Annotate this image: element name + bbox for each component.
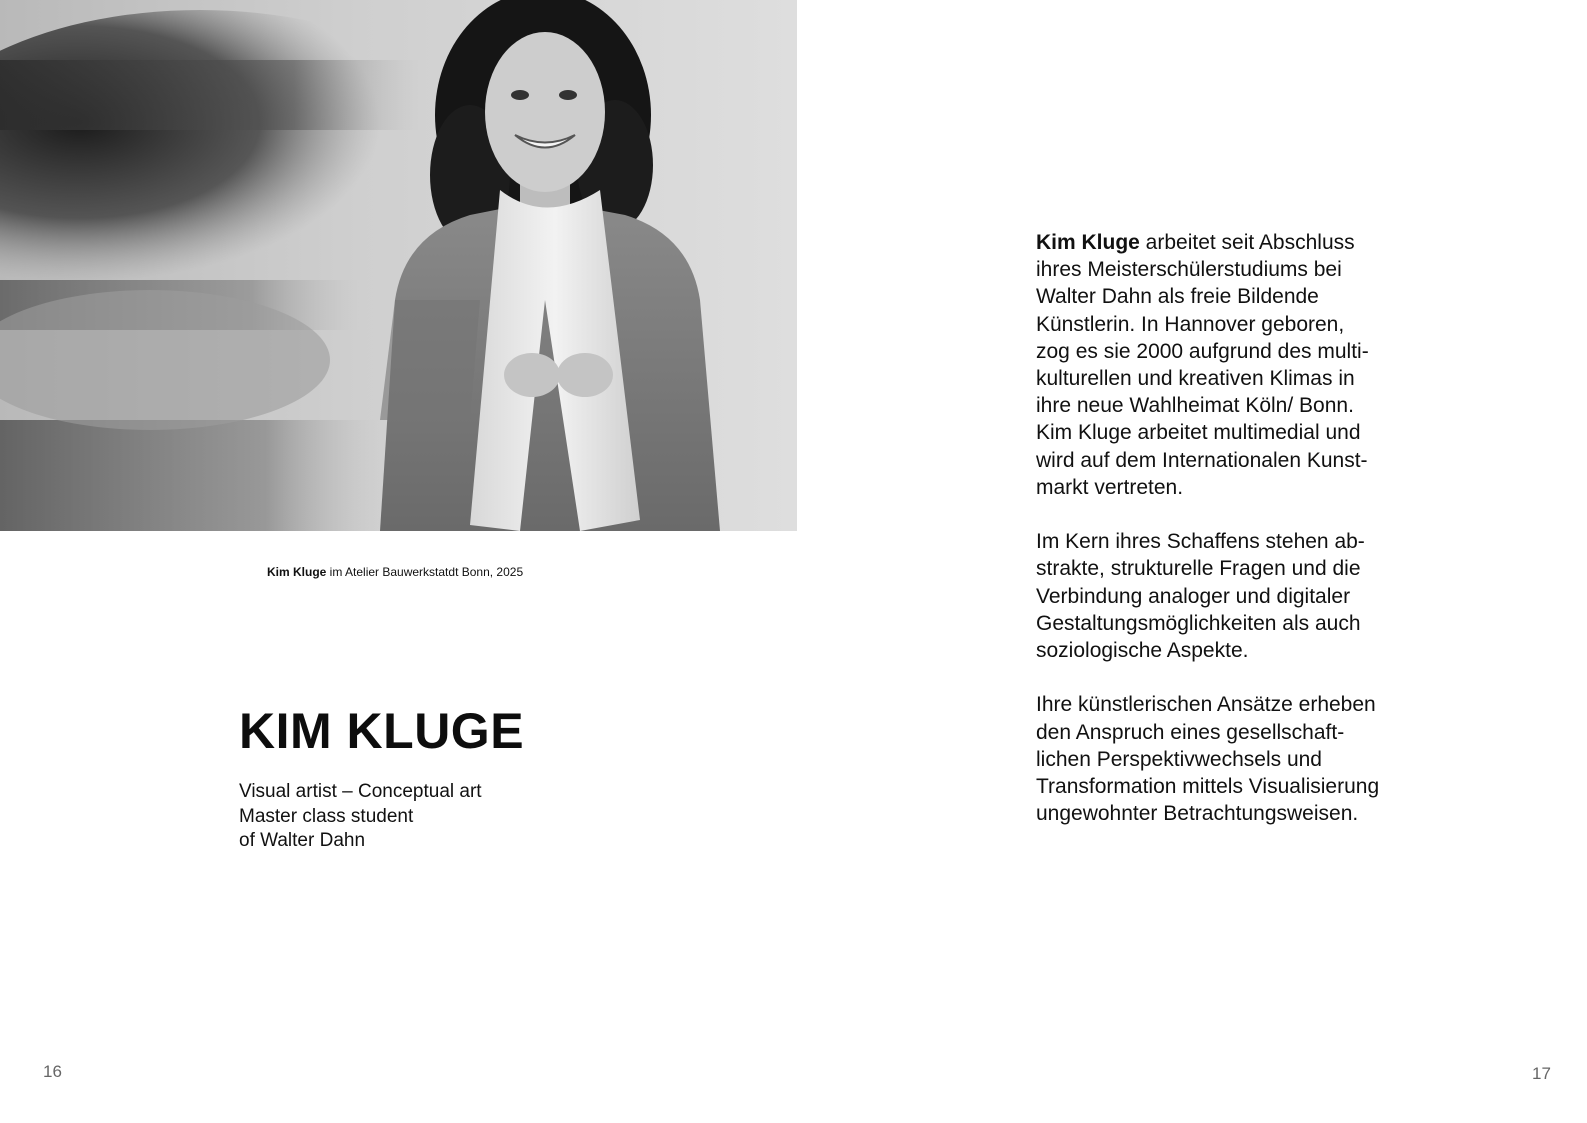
bio-line: wird auf dem Internationalen Kunst-: [1036, 448, 1368, 472]
bio-line: ungewohnter Betrachtungsweisen.: [1036, 802, 1359, 826]
bio-line: Gestaltungsmöglichkeiten als auch: [1036, 611, 1361, 635]
page-number-left: 16: [43, 1062, 62, 1081]
subtitle-line: Visual artist – Conceptual art: [239, 781, 482, 802]
bio-line: Verbindung analoger und digitaler: [1036, 584, 1351, 608]
caption-text: im Atelier Bauwerkstatdt Bonn, 2025: [326, 565, 524, 579]
bio-line: soziologische Aspekte.: [1036, 639, 1249, 663]
bio-line: strakte, strukturelle Fragen und die: [1036, 557, 1361, 581]
bio-paragraph-2: [1036, 528, 1456, 664]
caption-name: Kim Kluge: [267, 565, 327, 579]
bio-line: ihres Meisterschülerstudiums bei: [1036, 258, 1342, 282]
bio-paragraph-1: [1036, 229, 1456, 501]
artist-subtitle: [239, 780, 482, 854]
bio-line: markt vertreten.: [1036, 475, 1184, 499]
bio-line-rest: arbeitet seit Abschluss: [1139, 231, 1355, 254]
bio-line: den Anspruch eines gesellschaft-: [1036, 720, 1345, 744]
bio-line: Transformation mittels Visualisierung: [1036, 775, 1380, 799]
bio-line: Im Kern ihres Schaffens stehen ab-: [1036, 530, 1365, 554]
artist-portrait-photo: [0, 0, 797, 531]
bio-line: zog es sie 2000 aufgrund des multi-: [1036, 339, 1369, 363]
bio-line: [1036, 229, 1456, 256]
bio-line: Künstlerin. In Hannover geboren,: [1036, 312, 1345, 336]
bio-name: Kim Kluge: [1036, 231, 1140, 254]
photo-caption: [267, 565, 523, 579]
artist-name-heading: KIM KLUGE: [239, 703, 525, 759]
page-number-right: 17: [1532, 1064, 1551, 1083]
bio-line: ihre neue Wahlheimat Köln/ Bonn.: [1036, 394, 1354, 418]
bio-line: Kim Kluge arbeitet multimedial und: [1036, 421, 1361, 445]
artist-biography: [1036, 229, 1456, 855]
bio-line: Walter Dahn als freie Bildende: [1036, 285, 1319, 309]
bio-paragraph-3: [1036, 691, 1456, 827]
subtitle-line: of Walter Dahn: [239, 830, 366, 851]
bio-line: Ihre künstlerischen Ansätze erheben: [1036, 693, 1376, 717]
bio-line: lichen Perspektivwechsels und: [1036, 747, 1322, 771]
bio-line: kulturellen und kreativen Klimas in: [1036, 367, 1355, 391]
subtitle-line: Master class student: [239, 805, 414, 827]
